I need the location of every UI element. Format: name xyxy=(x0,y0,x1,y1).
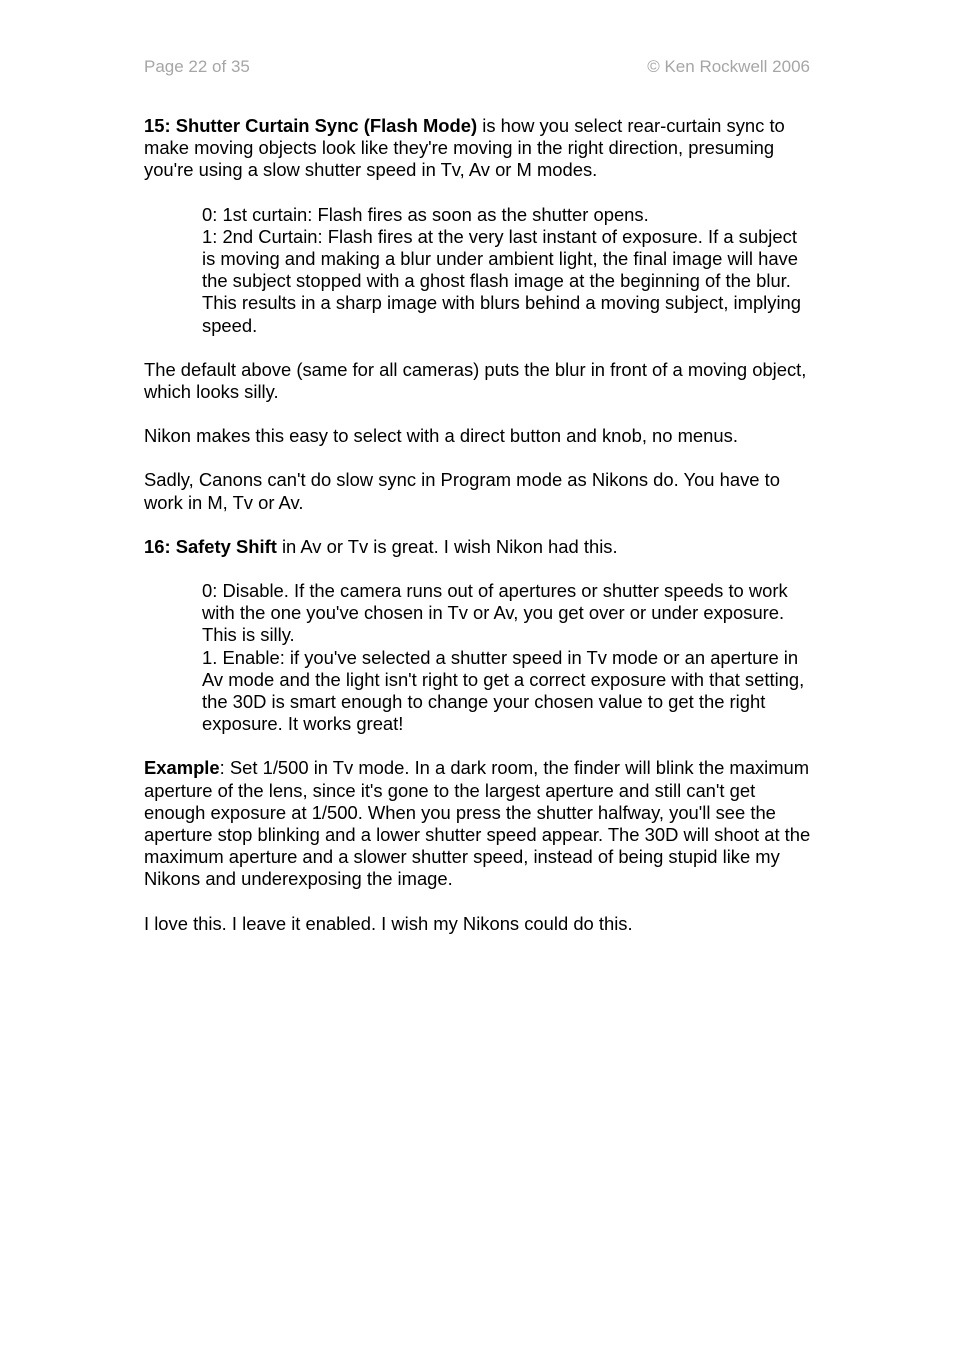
section-15-options xyxy=(202,204,814,337)
copyright-notice: © Ken Rockwell 2006 xyxy=(647,57,810,76)
section-16-intro-text: in Av or Tv is great. I wish Nikon had this. xyxy=(276,535,618,557)
section-15-default-note: The default above (same for all cameras) puts the blur in front of a moving object, which looks silly. xyxy=(144,358,807,403)
section-16-options xyxy=(202,580,814,735)
section-15-intro xyxy=(144,115,814,182)
section-15-title: 15: Shutter Curtain Sync (Flash Mode) xyxy=(144,115,478,136)
example-text: : Set 1/500 in Tv mode. In a dark room, the finder will blink the maximum aperture of the lens, since it's gone to the largest aperture and still can't get enough exposure at 1/500. When you press the shutter halfway, you'll see the aperture stop blinking and a lower shutter speed appear. The 30D will shoot at the maximum aperture and a slower shutter speed, instead of being stupid like my Nikons and underexposing the image. xyxy=(144,757,811,890)
section-16-intro xyxy=(144,536,814,558)
page-header xyxy=(144,56,810,78)
section-15-canon-note: Sadly, Canons can't do slow sync in Program mode as Nikons do. You have to work in M, Tv or Av. xyxy=(144,469,780,513)
section-16-example xyxy=(144,757,814,890)
section-16-option-0: 0: Disable. If the camera runs out of apertures or shutter speeds to work with the one you've chosen in Tv or Av, you get over or under exposure. This is silly. xyxy=(202,580,788,646)
section-15-option-1: 1: 2nd Curtain: Flash fires at the very last instant of exposure. If a subject is moving and making a blur under ambient light, the final image will have the subject stopped with a ghost flash image at the beginning of the blur. This results in a sharp image with blurs behind a moving subject, implying speed. xyxy=(202,225,801,336)
section-16-option-1: 1. Enable: if you've selected a shutter speed in Tv mode or an aperture in Av mode and the light isn't right to get a correct exposure with that setting, the 30D is smart enough to change your chosen value to get the right exposure. It works great! xyxy=(202,646,805,735)
section-16-title: 16: Safety Shift xyxy=(144,535,277,557)
section-15-nikon-note: Nikon makes this easy to select with a direct button and knob, no menus. xyxy=(144,425,738,447)
section-15-option-0: 0: 1st curtain: Flash fires as soon as the shutter opens. xyxy=(202,203,649,225)
section-16-closing: I love this. I leave it enabled. I wish my Nikons could do this. xyxy=(144,912,633,934)
section-15-intro-text: is how you select rear-curtain sync to make moving objects look like they're moving in the right direction, presuming you're using a slow shutter speed in Tv, Av or M modes. xyxy=(144,115,785,181)
document-body xyxy=(144,115,814,957)
page-number: Page 22 of 35 xyxy=(144,57,250,76)
example-label: Example xyxy=(144,757,220,779)
